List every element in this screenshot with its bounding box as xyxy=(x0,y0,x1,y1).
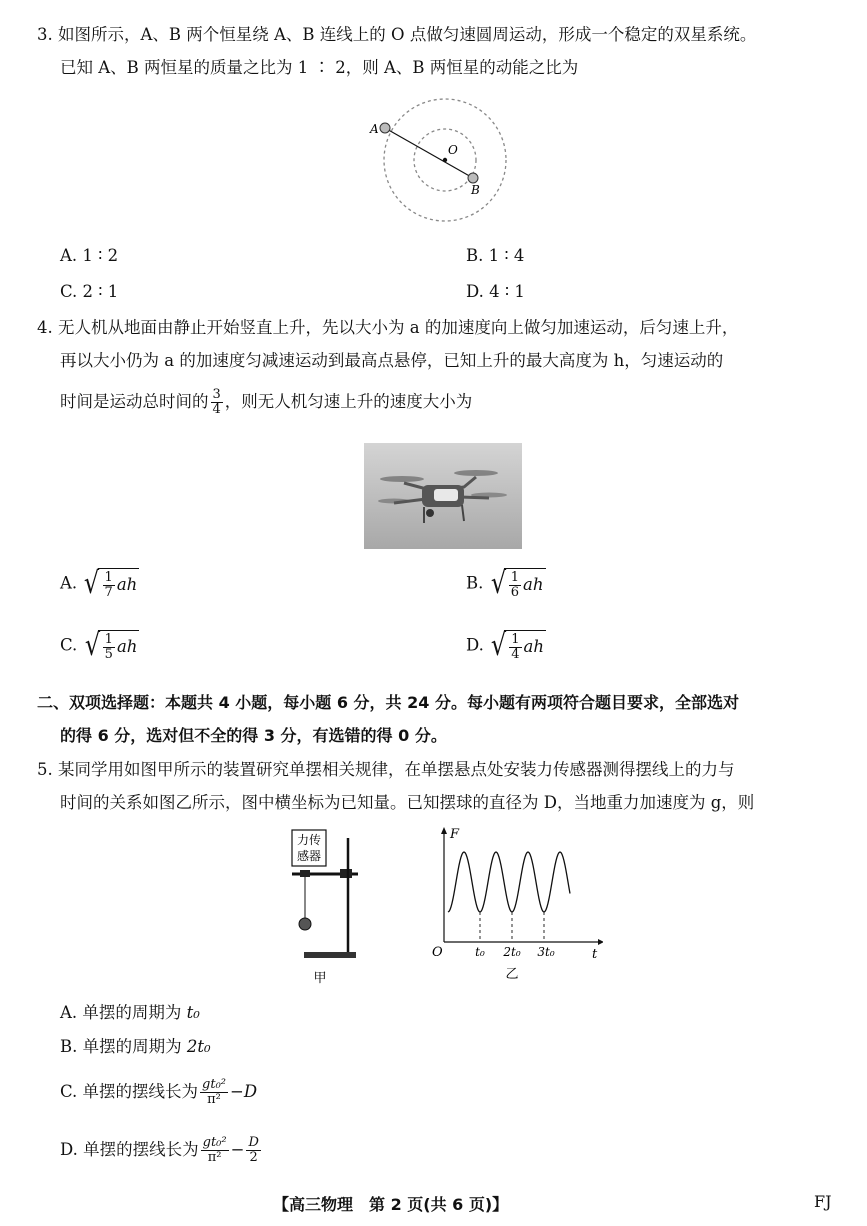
fraction-3-4: $\frac{3}{4}$ xyxy=(212,387,221,417)
q3-option-a: A. 1 ∶ 2 xyxy=(60,246,119,265)
pendulum-apparatus-figure xyxy=(280,826,370,988)
q5-stem-line2: 时间的关系如图乙所示，图中横坐标为已知量。已知摆球的直径为 D，当地重力加速度为 g，则 xyxy=(60,793,755,812)
footer-page-info: 【高三物理 第 2 页(共 6 页)】 xyxy=(273,1195,509,1214)
origin-label: O xyxy=(432,945,443,960)
drone-photo xyxy=(364,443,522,549)
section2-heading-line2: 的得 6 分，选对但不全的得 3 分，有选错的得 0 分。 xyxy=(60,726,447,745)
q4-option-b: B. √ $\frac{1}{6}$ ah xyxy=(466,566,544,601)
y-axis-label: F xyxy=(450,827,460,842)
q3-stem-line2: 已知 A、B 两恒星的质量之比为 1 ∶ 2，则 A、B 两恒星的动能之比为 xyxy=(60,58,579,77)
caption-yi: 乙 xyxy=(505,967,519,982)
tick-t0: t₀ xyxy=(475,945,485,959)
label-b: B xyxy=(471,183,480,197)
q4-stem-line2: 再以大小仍为 a 的加速度匀减速运动到最高点悬停，已知上升的最大高度为 h，匀速运动的 xyxy=(60,351,724,370)
q3-option-b: B. 1 ∶ 4 xyxy=(466,246,525,265)
q5-option-d: D. 单摆的摆线长为 $\frac{\text{gt₀²}}{\text{π²}}$ − $\frac{D}{2}$ xyxy=(60,1135,259,1165)
star-a xyxy=(380,123,390,133)
footer-code: FJ xyxy=(814,1192,832,1211)
label-a: A xyxy=(370,122,379,136)
force-time-graph xyxy=(428,824,603,986)
q5-option-b: B. 单摆的周期为 2t₀ xyxy=(60,1037,211,1056)
sensor-label-line2: 感器 xyxy=(296,849,322,863)
center-o-point xyxy=(443,158,447,162)
binary-star-figure xyxy=(366,90,526,240)
pendulum-bob xyxy=(299,918,311,930)
q4-stem-line1: 4. 无人机从地面由静止开始竖直上升，先以大小为 a 的加速度向上做匀加速运动，后匀速上升， xyxy=(37,318,739,337)
x-axis-label: t xyxy=(592,947,598,962)
q4-option-c: C. √ $\frac{1}{5}$ ah xyxy=(60,628,138,663)
stand-base xyxy=(304,952,356,958)
q3-stem-line1: 3. 如图所示，A、B 两个恒星绕 A、B 连线上的 O 点做匀速圆周运动，形成一个稳定的双星系统。 xyxy=(37,25,757,44)
q5-option-c: C. 单摆的摆线长为 $\frac{\text{gt₀²}}{\text{π²}}$ −D xyxy=(60,1077,258,1107)
q4-option-a: A. √ $\frac{1}{7}$ ah xyxy=(60,566,138,601)
section2-heading-line1: 二、双项选择题：本题共 4 小题，每小题 6 分，共 24 分。每小题有两项符合题目要求，全部选对 xyxy=(37,693,739,712)
q3-option-d: D. 4 ∶ 1 xyxy=(466,282,525,301)
q4-option-d: D. √ $\frac{1}{4}$ ah xyxy=(466,628,545,663)
q5-stem-line1: 5. 某同学用如图甲所示的装置研究单摆相关规律，在单摆悬点处安装力传感器测得摆线上的力与 xyxy=(37,760,735,779)
star-b xyxy=(468,173,478,183)
tick-3t0: 3t₀ xyxy=(537,945,555,959)
q4-stem-line3: 时间是运动总时间的 $\frac{3}{4}$ ，则无人机匀速上升的速度大小为 xyxy=(60,387,473,417)
sensor-label-line1: 力传 xyxy=(296,833,322,847)
connecting-line xyxy=(385,128,473,178)
caption-jia: 甲 xyxy=(313,971,327,986)
force-curve xyxy=(448,852,570,912)
tick-2t0: 2t₀ xyxy=(503,945,521,959)
label-o: O xyxy=(448,143,458,157)
q3-option-c: C. 2 ∶ 1 xyxy=(60,282,119,301)
q5-option-a: A. 单摆的周期为 t₀ xyxy=(60,1003,200,1022)
